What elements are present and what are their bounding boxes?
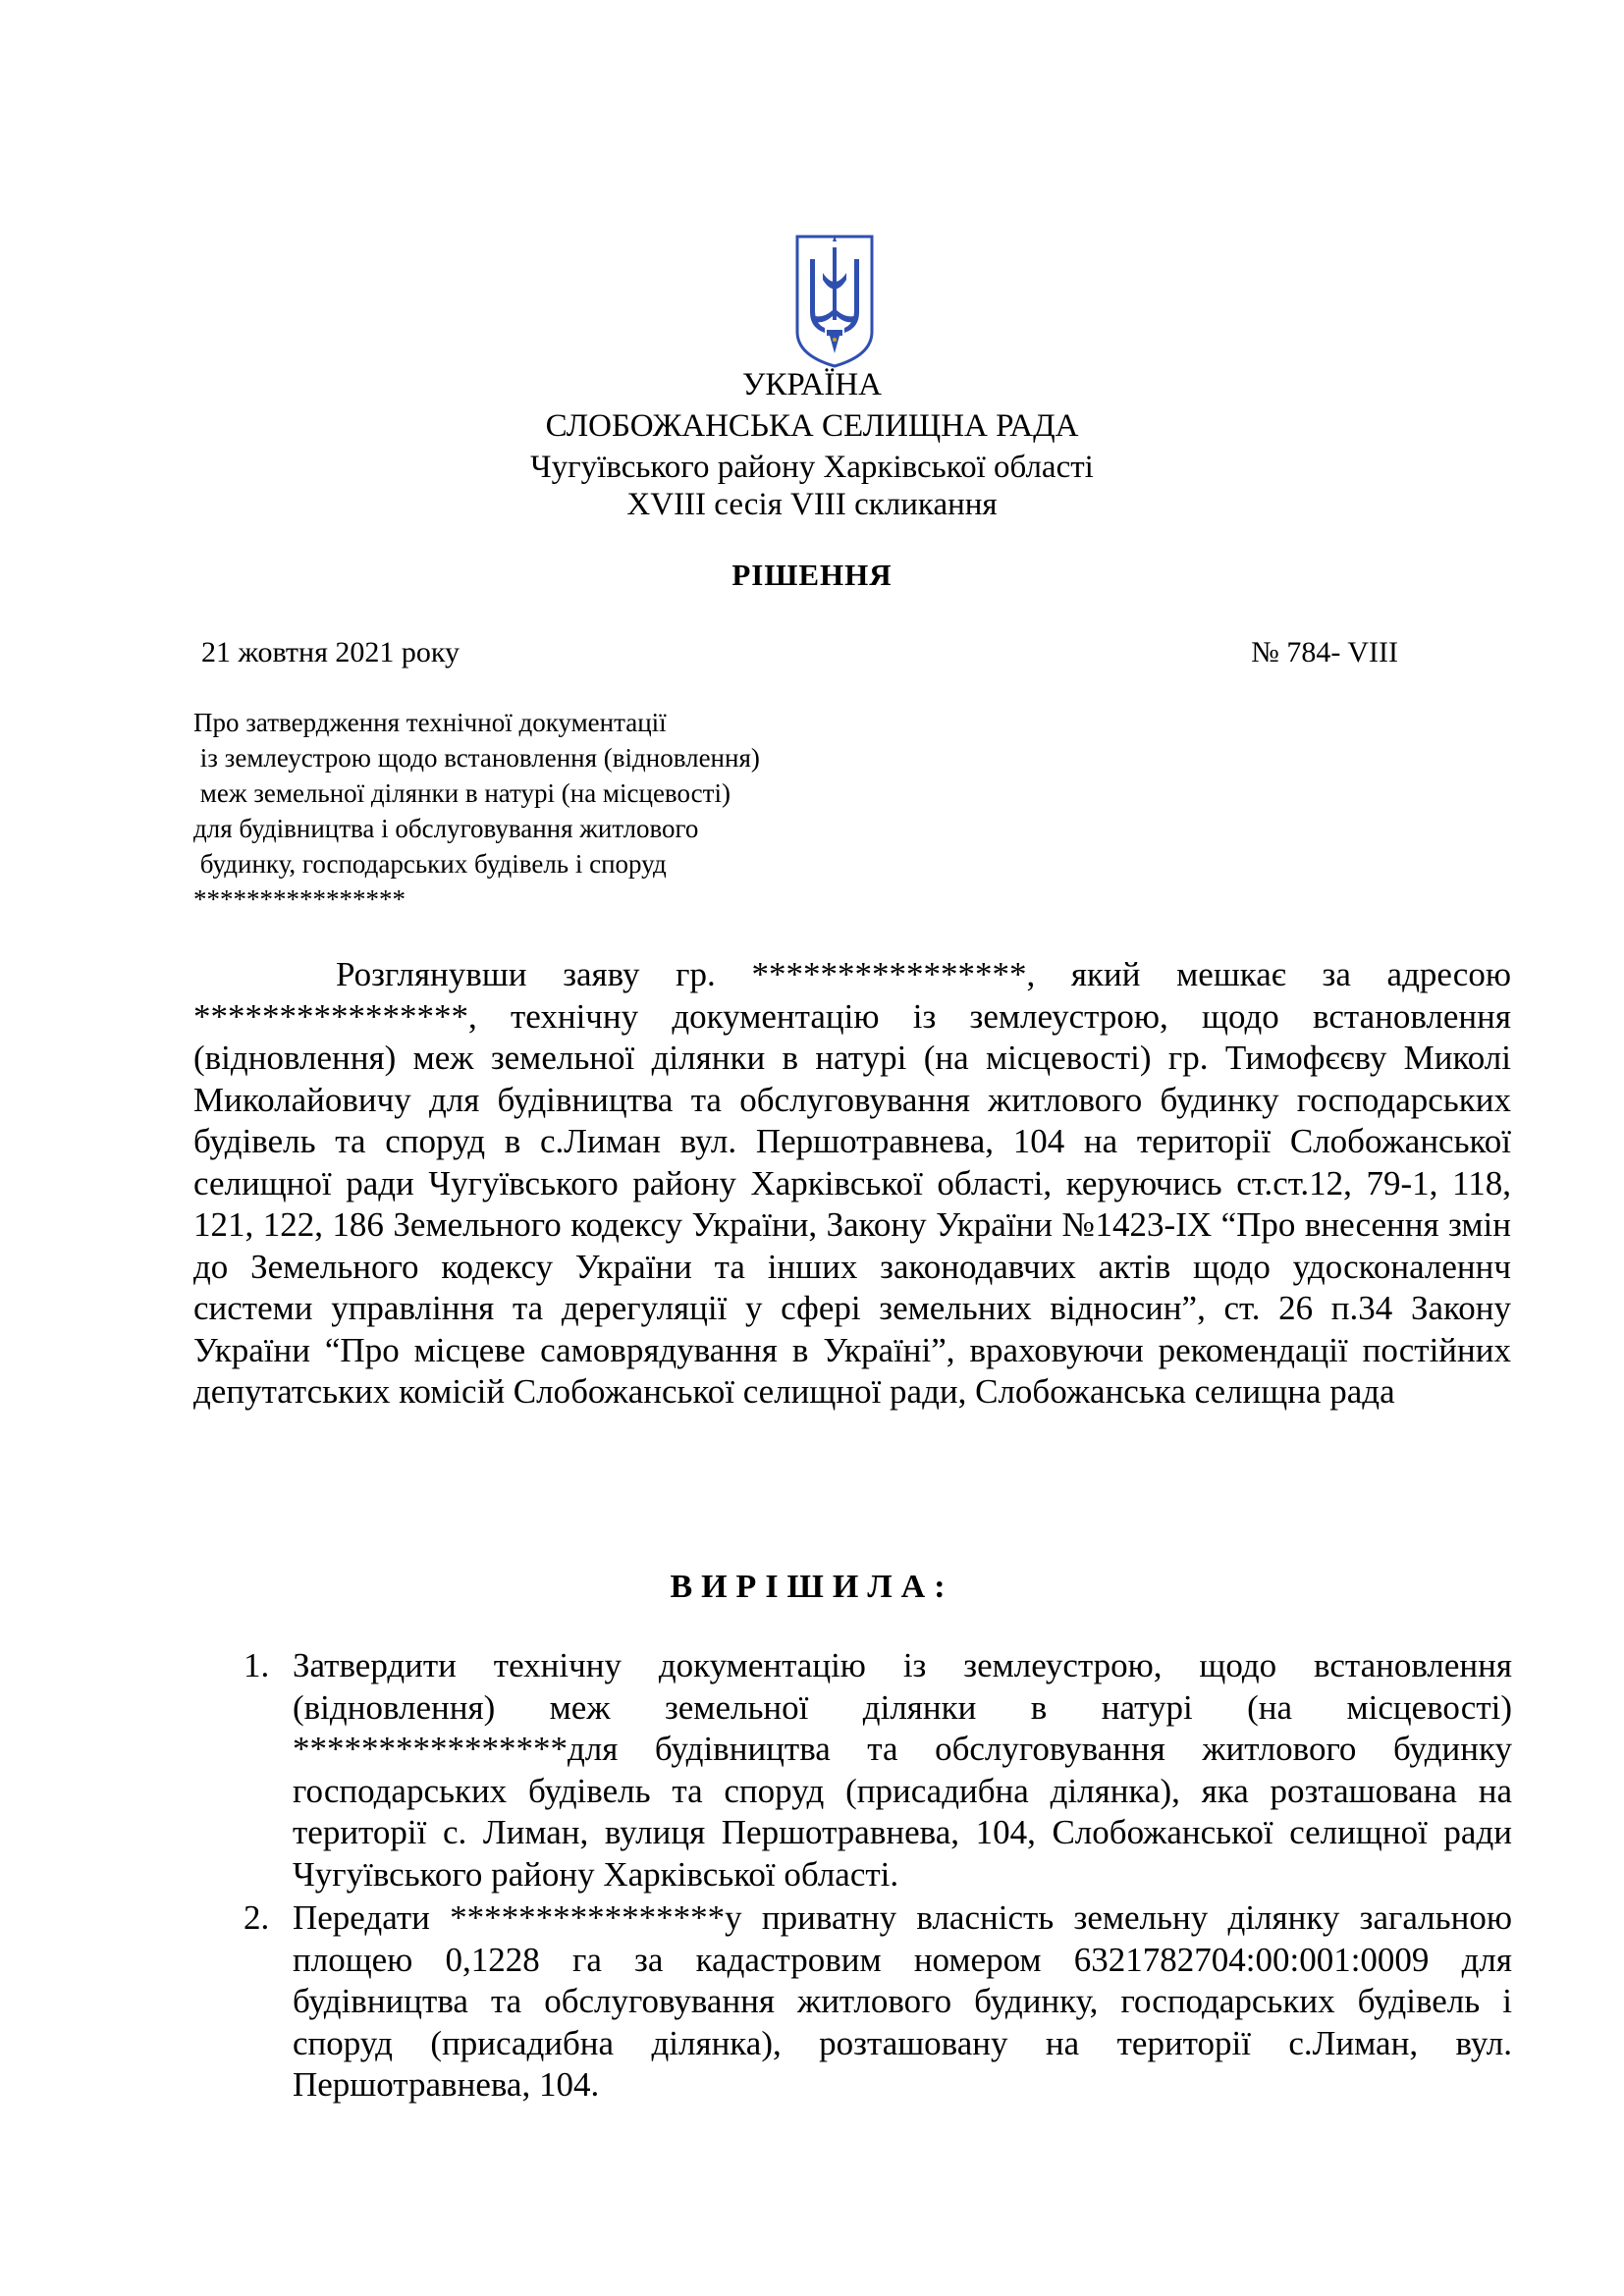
district-name: Чугуївського району Харківської області xyxy=(530,450,1094,485)
subject-line: **************** xyxy=(193,884,406,914)
item-number: 2. xyxy=(244,1898,270,1937)
subject-line: меж земельної ділянки в натурі (на місцевості) xyxy=(193,778,731,808)
resolution-item xyxy=(244,1897,1512,2107)
resolution-item xyxy=(244,1645,1512,1896)
council-name: СЛОБОЖАНСЬКА СЕЛИЩНА РАДА xyxy=(545,408,1079,444)
decision-number: № 784- VIII xyxy=(1251,636,1398,668)
preamble-paragraph: Розглянувши заяву гр. ****************, який мешкає за адресою ****************, технічну документацію із землеустрою, щодо встановлення (відновлення) меж земельної ділянки в натурі (на місцевості) гр. Тимофєєву Миколі Миколайовичу для будівництва та обслуговування житлового будинку господарських будівель та споруд в с.Лиман вул. Першотравнева, 104 на території Слобожанської селищної ради Чугуївського району Харківської області, керуючись ст.ст.12, 79-1, 118, 121, 122, 186 Земельного кодексу України, Закону України №1423-IX “Про внесення змін до Земельного кодексу України та інших законодавчих актів щодо удосконаленнч системи управління та дерегуляції у сфері земельних відносин”, ст. 26 п.34 Закону України “Про місцеве самоврядування в Україні”, враховуючи рекомендації постійних депутатських комісій Слобожанської селищної ради, Слобожанська селищна рада xyxy=(193,955,1511,1411)
item-text: Передати ****************у приватну власність земельну ділянку загальною площею 0,1228 га за кадастровим номером 6321782704:00:001:0009 для будівництва та обслуговування житлового будинку, господарських будівель і споруд (присадибна ділянка), розташовану на території с.Лиман, вул. Першотравнева, 104. xyxy=(293,1898,1512,2104)
resolved-heading: ВИРІШИЛА: xyxy=(670,1569,954,1605)
decision-subject xyxy=(193,705,900,917)
item-text: Затвердити технічну документацію із землеустрою, щодо встановлення (відновлення) меж земельної ділянки в натурі (на місцевості) ****************для будівництва та обслуговування житлового будинку господарських будівель та споруд (присадибна ділянка), яка розташована на території с. Лиман, вулиця Першотравнева, 104, Слобожанської селищної ради Чугуївського району Харківської області. xyxy=(293,1646,1512,1894)
country-name: УКРАЇНА xyxy=(742,367,882,402)
coat-of-arms-of-ukraine-icon xyxy=(794,234,875,369)
decision-date: 21 жовтня 2021 року xyxy=(201,636,460,668)
document-title: РІШЕННЯ xyxy=(731,558,893,592)
preamble xyxy=(193,954,1511,1414)
session-name: XVIII сесія VIII скликання xyxy=(626,487,998,522)
subject-line: Про затвердження технічної документації xyxy=(193,708,667,737)
subject-line: для будівництва і обслуговування житлового xyxy=(193,814,699,843)
resolution-items xyxy=(244,1645,1512,2109)
item-number: 1. xyxy=(244,1646,270,1684)
subject-line: із землеустрою щодо встановлення (відновлення) xyxy=(193,743,760,773)
subject-line: будинку, господарських будівель і споруд xyxy=(193,849,667,879)
